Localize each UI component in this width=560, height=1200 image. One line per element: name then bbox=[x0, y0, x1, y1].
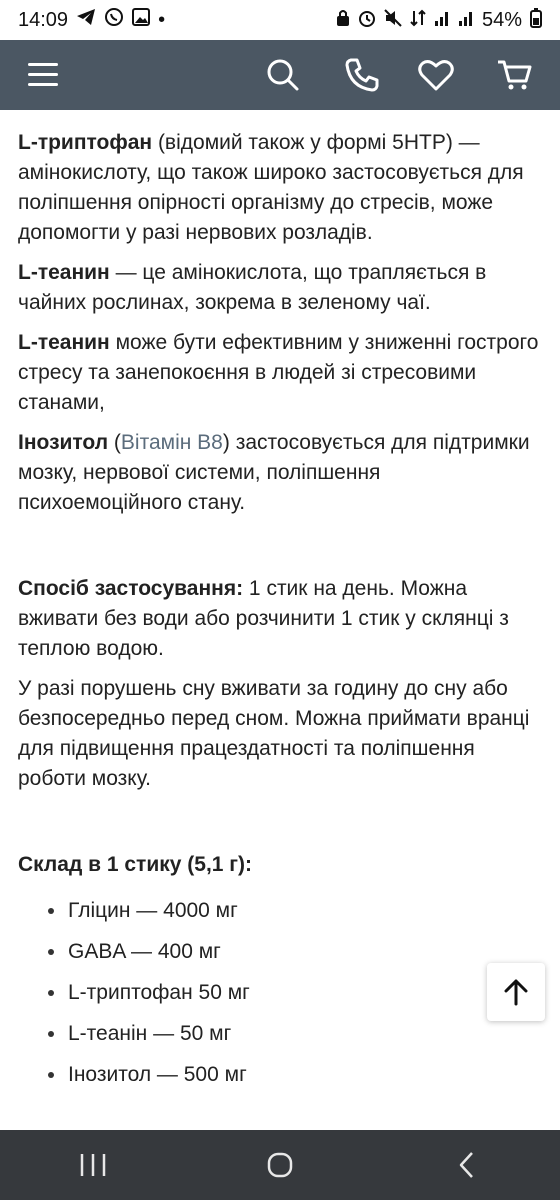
arrow-up-icon bbox=[501, 977, 531, 1007]
menu-icon-line bbox=[28, 83, 58, 86]
battery-icon bbox=[530, 8, 542, 33]
ingredient-name: L-теанин bbox=[18, 261, 110, 284]
scroll-to-top-button[interactable] bbox=[487, 963, 545, 1021]
paragraph-text: (відомий також у формі 5HTP) — амінокислоту, що також широко застосовується для поліпшення опірності організму до стресів, може допомогти у разі нервових розладів. bbox=[18, 131, 524, 244]
spacer bbox=[18, 804, 542, 850]
back-icon bbox=[455, 1150, 479, 1180]
menu-icon bbox=[28, 63, 58, 66]
phone-button[interactable] bbox=[342, 55, 382, 95]
data-icon bbox=[410, 9, 426, 32]
status-time: 14:09 bbox=[18, 8, 69, 31]
ingredient-name: Інозитол bbox=[18, 431, 109, 454]
status-right bbox=[336, 8, 542, 33]
paragraph-theanine-stress bbox=[18, 328, 542, 418]
phone-icon bbox=[342, 55, 382, 95]
search-button[interactable] bbox=[263, 55, 303, 95]
paragraph-usage bbox=[18, 574, 542, 664]
signal-icon bbox=[458, 9, 474, 32]
recents-icon bbox=[78, 1152, 108, 1178]
gallery-icon bbox=[132, 8, 150, 32]
ingredient-name: L-триптофан bbox=[18, 131, 153, 154]
ingredient-name: L-теанин bbox=[18, 331, 110, 354]
alarm-icon bbox=[358, 9, 376, 32]
signal-icon bbox=[434, 9, 450, 32]
usage-label: Спосіб застосування: bbox=[18, 577, 244, 600]
status-bar bbox=[0, 0, 560, 40]
viber-icon bbox=[104, 7, 124, 33]
status-dot: • bbox=[158, 8, 166, 31]
top-app-bar bbox=[0, 40, 560, 110]
recents-button[interactable] bbox=[63, 1140, 123, 1190]
paren-open: ( bbox=[108, 431, 121, 454]
paragraph-tryptophan bbox=[18, 128, 542, 248]
composition-title: Склад в 1 стику (5,1 г): bbox=[18, 853, 253, 876]
lock-icon bbox=[336, 9, 350, 32]
list-item: GABA — 400 мг bbox=[18, 931, 542, 972]
menu-icon-line bbox=[28, 73, 58, 76]
favorites-button[interactable] bbox=[416, 55, 456, 95]
telegram-icon bbox=[76, 8, 96, 32]
product-description bbox=[18, 128, 542, 1095]
back-button[interactable] bbox=[437, 1140, 497, 1190]
cart-button[interactable] bbox=[495, 55, 535, 95]
menu-button[interactable] bbox=[24, 58, 62, 92]
paragraph-text: може бути ефективним у зниженні гострого стресу та занепокоєння в людей зі стресовими станами, bbox=[18, 331, 539, 414]
list-item: L-теанін — 50 мг bbox=[18, 1013, 542, 1054]
paragraph-sleep bbox=[18, 674, 542, 794]
vitamin-b8-link[interactable]: Вітамін B8 bbox=[120, 431, 223, 454]
search-icon bbox=[263, 55, 303, 95]
home-icon bbox=[265, 1150, 295, 1180]
heart-icon bbox=[416, 55, 456, 95]
paragraph-text: 1 стик на день. Можна вживати без води або розчинити 1 стик у склянці з теплою водою. bbox=[18, 577, 509, 660]
paragraph-theanine bbox=[18, 258, 542, 318]
paragraph-text: — це амінокислота, що трапляється в чайних рослинах, зокрема в зеленому чаї. bbox=[18, 261, 487, 314]
system-nav-bar bbox=[0, 1130, 560, 1200]
battery-percent: 54% bbox=[481, 8, 522, 31]
list-item: L-триптофан 50 мг bbox=[18, 972, 542, 1013]
paragraph-text: У разі порушень сну вживати за годину до сну або безпосередньо перед сном. Можна приймати вранці для підвищення працездатності та поліпшення роботи мозку. bbox=[18, 677, 530, 790]
home-button[interactable] bbox=[250, 1140, 310, 1190]
cart-icon bbox=[495, 55, 535, 95]
list-item: Гліцин — 4000 мг bbox=[18, 890, 542, 931]
paragraph-inositol bbox=[18, 428, 542, 518]
composition-list bbox=[18, 890, 542, 1095]
spacer bbox=[18, 528, 542, 574]
list-item: Інозитол — 500 мг bbox=[18, 1054, 542, 1095]
paragraph-text: ) застосовується для підтримки мозку, нервової системи, поліпшення психоемоційного стану. bbox=[18, 431, 530, 514]
mute-icon bbox=[384, 9, 402, 32]
status-left bbox=[18, 7, 165, 33]
